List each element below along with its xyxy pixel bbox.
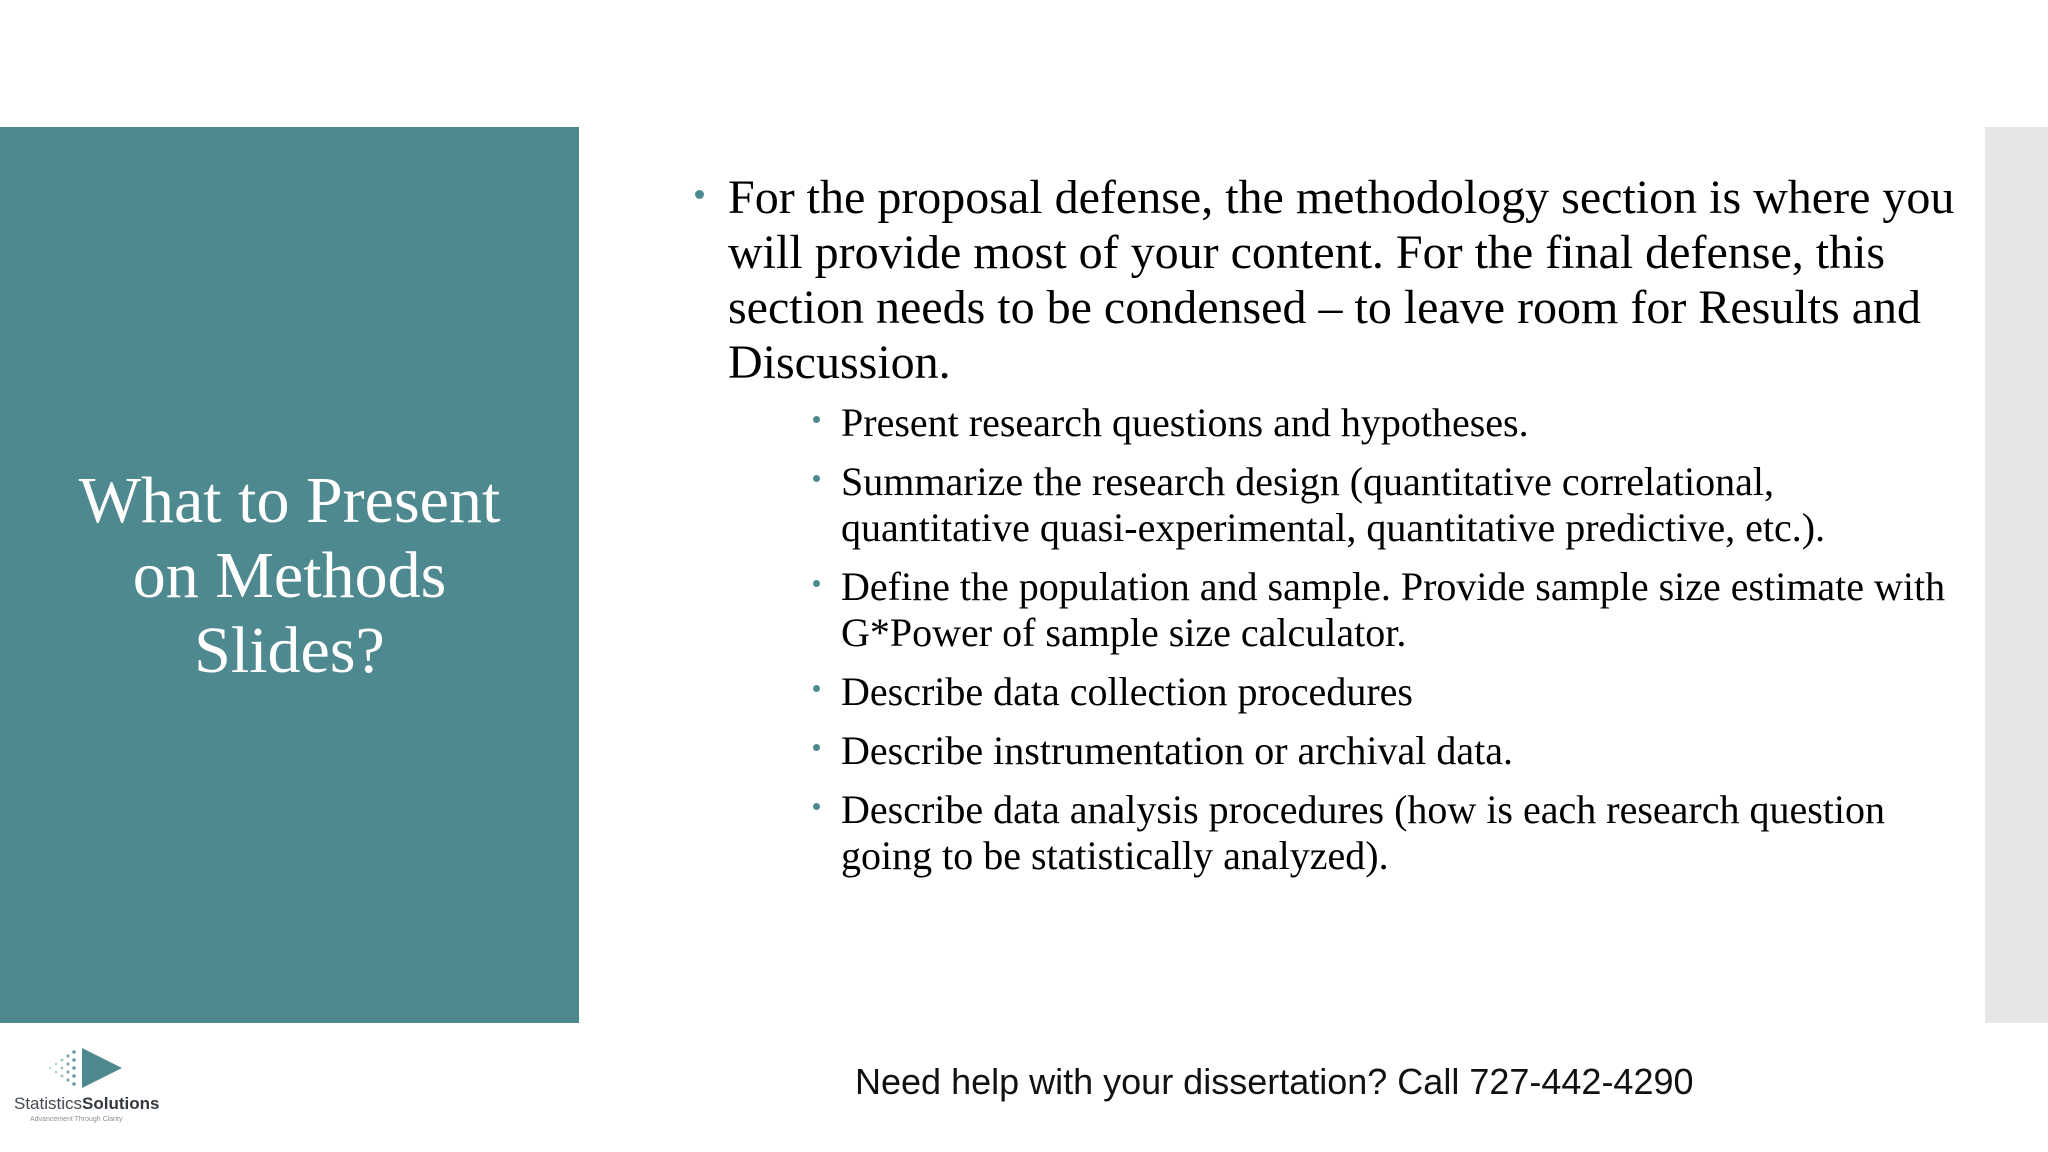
slide-title: What to Present on Methods Slides? xyxy=(78,463,501,687)
play-triangle-icon xyxy=(46,1046,146,1092)
main-bullet xyxy=(690,170,1965,879)
bullet-dot-icon xyxy=(813,416,820,423)
title-panel xyxy=(0,127,579,1023)
sub-bullet xyxy=(813,787,1965,879)
sub-bullet-text: Present research questions and hypotheses. xyxy=(841,400,1529,445)
sub-bullet-text: Describe instrumentation or archival data. xyxy=(841,728,1513,773)
sub-bullet-text: Describe data collection procedures xyxy=(841,669,1413,714)
bullet-dot-icon xyxy=(813,685,820,692)
footer-help-text: Need help with your dissertation? Call 727-442-4290 xyxy=(855,1061,1694,1102)
bullet-dot-icon xyxy=(813,580,820,587)
sub-bullet-list xyxy=(728,400,1965,879)
bullet-dot-icon xyxy=(813,803,820,810)
bullet-dot-icon xyxy=(695,190,704,199)
sub-bullet xyxy=(813,459,1965,551)
bullet-dot-icon xyxy=(813,475,820,482)
main-bullet-text: For the proposal defense, the methodology section is where you will provide most of your content. For the final defense, this section needs to be condensed – to leave room for Results and Discussion. xyxy=(728,171,1955,389)
right-side-strip xyxy=(1985,127,2048,1023)
sub-bullet xyxy=(813,669,1965,715)
sub-bullet xyxy=(813,728,1965,774)
sub-bullet-text: Summarize the research design (quantitative correlational, quantitative quasi-experimental, quantitative predictive, etc.). xyxy=(841,459,1826,550)
logo-wordmark xyxy=(14,1094,159,1114)
slide-content xyxy=(690,170,1965,892)
logo-name-part1: Statistics xyxy=(14,1094,83,1113)
logo-tagline: Advancement Through Clarity xyxy=(30,1116,123,1123)
sub-bullet xyxy=(813,400,1965,446)
bullet-dot-icon xyxy=(813,744,820,751)
sub-bullet xyxy=(813,564,1965,656)
bullet-list xyxy=(690,170,1965,879)
company-logo xyxy=(10,1046,170,1128)
sub-bullet-text: Define the population and sample. Provide sample size estimate with G*Power of sample size calculator. xyxy=(841,564,1946,655)
logo-name-part2: Solutions xyxy=(82,1094,160,1113)
sub-bullet-text: Describe data analysis procedures (how is each research question going to be statistically analyzed). xyxy=(841,787,1886,878)
